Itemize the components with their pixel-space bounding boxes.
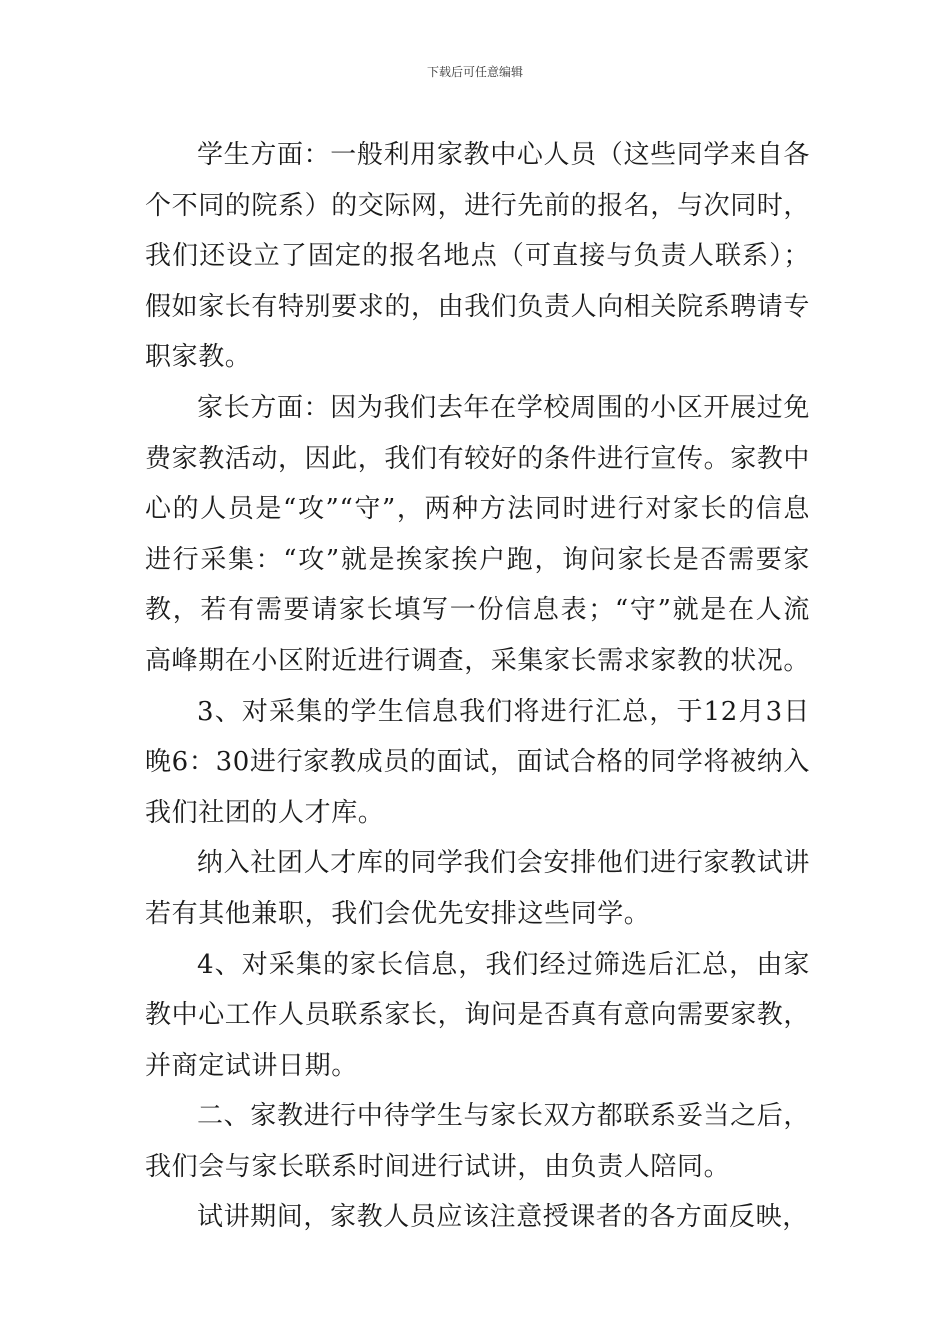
- paragraph-talent-pool: 纳入社团人才库的同学我们会安排他们进行家教试讲若有其他兼职，我们会优先安排这些同学。: [145, 848, 810, 929]
- paragraph-student-info-summary: 3、对采集的学生信息我们将进行汇总，于12月3日晚6：30进行家教成员的面试，面试合格的同学将被纳入我们社团的人才库。: [145, 696, 810, 828]
- paragraph-trial-lecture: 试讲期间，家教人员应该注意授课者的各方面反映，: [197, 1202, 809, 1233]
- paragraph-parent-side: 家长方面：因为我们去年在学校周围的小区开展过免费家教活动，因此，我们有较好的条件进行宣传。家教中心的人员是“攻”“守”，两种方法同时进行对家长的信息进行采集：“攻”就是挨家挨户跑，询问家长是否需要家教，若有需要请家长填写一份信息表；“守”就是在人流高峰期在小区附近进行调查，采集家长需求家教的状况。: [145, 392, 811, 676]
- paragraph-parent-info-summary: 4、对采集的家长信息，我们经过筛选后汇总，由家教中心工作人员联系家长，询问是否真有意向需要家教，并商定试讲日期。: [145, 949, 811, 1081]
- document-body: [145, 130, 810, 1243]
- page-header: 下载后可任意编辑: [426, 65, 523, 79]
- paragraph-student-side: 学生方面：一般利用家教中心人员（这些同学来自各个不同的院系）的交际网，进行先前的报名，与次同时，我们还设立了固定的报名地点（可直接与负责人联系）；假如家长有特别要求的，由我们负责人向相关院系聘请专职家教。: [145, 140, 811, 373]
- paragraph-tutoring-in-progress: 二、家教进行中待学生与家长双方都联系妥当之后，我们会与家长联系时间进行试讲，由负责人陪同。: [145, 1101, 810, 1182]
